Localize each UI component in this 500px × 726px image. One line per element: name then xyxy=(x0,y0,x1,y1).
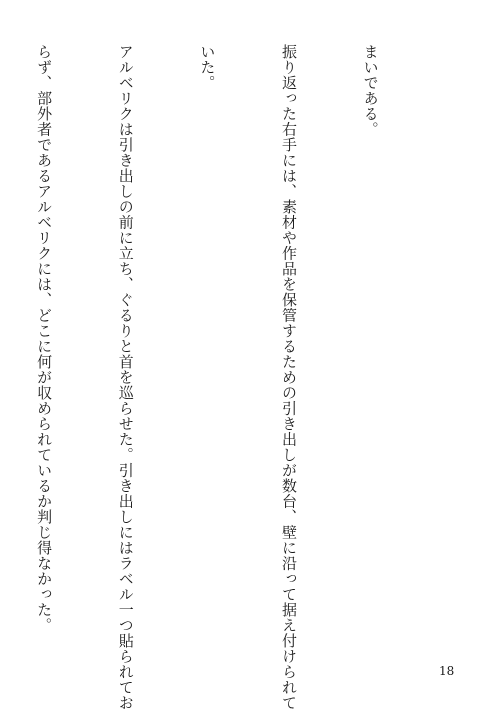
text-line: らず、部外者であるアルベリクには、どこに何が収められているか判じ得なかった。 xyxy=(35,44,54,633)
text-line: いた。 xyxy=(198,44,217,91)
vertical-text-body xyxy=(35,44,438,711)
text-line: アルベリクは引き出しの前に立ち、ぐるりと首を巡らせた。引き出しにはラベル一つ貼られてお xyxy=(116,44,135,711)
page-number: 18 xyxy=(439,664,455,678)
text-line: 振り返った右手には、素材や作品を保管するための引き出しが数台、壁に沿って据え付けられて xyxy=(279,44,298,711)
text-line: まいである。 xyxy=(361,44,380,137)
